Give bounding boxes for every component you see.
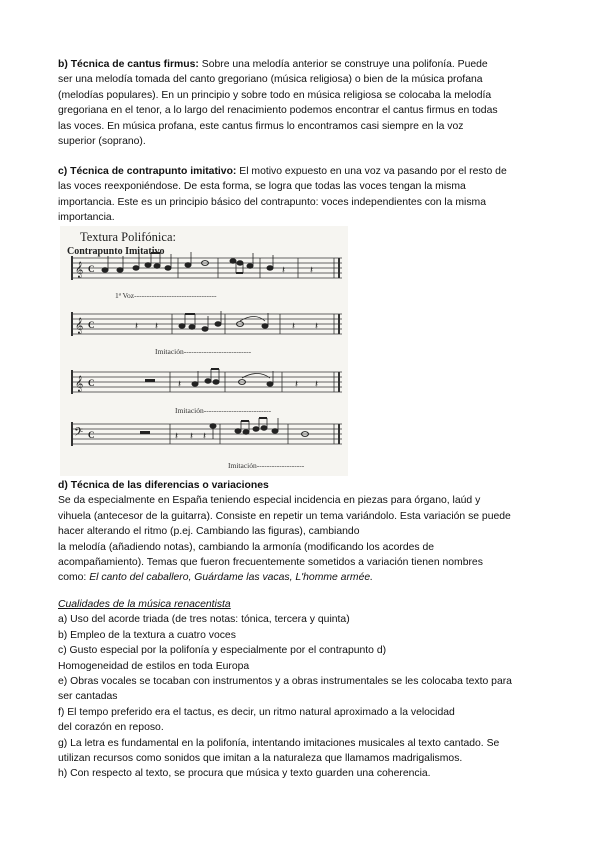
section-cantus-firmus (58, 57, 548, 149)
voice-2-label: Imitación--------------------------- (155, 347, 252, 356)
cualidad-item: f) El tempo preferido era el tactus, es decir, un ritmo natural aproximado a la velocidad (58, 706, 455, 718)
svg-text:𝄽: 𝄽 (178, 379, 182, 390)
section-b-line: gregoriana en el tenor, a lo largo del renacimiento podemos encontrar el cantus firmus en todas (58, 105, 498, 117)
staff-1 (72, 256, 342, 280)
section-b-line: las voces. En música profana, este cantus firmus lo encontramos casi siempre en la voz (58, 120, 464, 132)
time-signature: C (88, 264, 95, 274)
voice-4-label: Imitación------------------- (228, 461, 305, 470)
cualidad-item: e) Obras vocales se tocaban con instrumentos y a obras instrumentales se les colocaba texto para (58, 676, 512, 688)
section-c-heading: c) Técnica de contrapunto imitativo: (58, 166, 237, 177)
section-b-line: superior (soprano). (58, 136, 146, 148)
cualidad-item: utilizan recursos como sonidos que imitan a la naturaleza que llamamos madrigalismos. (58, 753, 463, 765)
svg-text:𝄽: 𝄽 (282, 265, 286, 276)
cualidad-item: g) La letra es fundamental en la polifonía, intentando imitaciones musicales al texto cantado. Se (58, 737, 500, 749)
staff-4-notes (74, 418, 309, 442)
svg-text:𝄞: 𝄞 (75, 376, 84, 392)
svg-text:𝄽: 𝄽 (155, 321, 159, 332)
svg-text:𝄞: 𝄞 (75, 262, 84, 278)
section-b-line: ser una melodía tomada del canto gregoriano (música religiosa) o bien de la música profana (58, 74, 483, 86)
svg-text:𝄽: 𝄽 (315, 321, 319, 332)
section-cualidades (58, 597, 548, 782)
cualidad-item: b) Empleo de la textura a cuatro voces (58, 629, 236, 641)
svg-text:𝄽: 𝄽 (310, 265, 314, 276)
section-c-line: importancia. (58, 212, 115, 224)
section-d-last-prefix: como: (58, 572, 90, 584)
section-c-line: El motivo expuesto en una voz va pasando por el resto de (236, 166, 507, 177)
svg-text:𝄽: 𝄽 (292, 321, 296, 332)
cualidad-item: del corazón en reposo. (58, 722, 164, 734)
section-c-line: las voces reexponiéndose. De esta forma, se logra que todas las voces tengan la misma (58, 181, 466, 193)
voice-1-label: 1ª Voz--------------------------------- (115, 291, 217, 300)
section-d-line: vihuela (antecesor de la guitarra). Consiste en repetir un tema variándolo. Esta variación se puede (58, 510, 511, 522)
cualidades-title: Cualidades de la música renacentista (58, 599, 231, 610)
svg-text:C: C (88, 430, 95, 440)
svg-text:𝄢: 𝄢 (74, 426, 84, 442)
section-d-examples: El canto del caballero, Guárdame las vacas, L'homme armée. (89, 572, 374, 584)
cualidad-item: h) Con respecto al texto, se procura que música y texto guarden una coherencia. (58, 768, 431, 780)
staff-2 (72, 312, 342, 336)
section-b-line: Sobre una melodía anterior se construye una polifonía. Puede (198, 59, 488, 70)
section-variaciones (58, 478, 548, 586)
section-c-line: importancia. Este es un principio básico del contrapunto: voces independientes con la misma (58, 196, 486, 208)
svg-text:𝄽: 𝄽 (135, 321, 139, 332)
section-d-line: acompañamiento). Temas que fueron frecuentemente sometidos a variación tienen nombres (58, 557, 483, 569)
section-d-heading: d) Técnica de las diferencias o variaciones (58, 480, 269, 491)
svg-text:𝄽: 𝄽 (190, 431, 194, 442)
score-image (60, 226, 348, 476)
section-d-line: la melodía (añadiendo notas), cambiando la armonía (modificando los acordes de (58, 541, 435, 553)
section-d-line: Se da especialmente en España teniendo especial incidencia en piezas para órgano, laúd y (58, 495, 481, 507)
score-title: Textura Polifónica: (80, 230, 176, 244)
svg-text:𝄽: 𝄽 (203, 431, 207, 442)
cualidad-item: ser cantadas (58, 691, 118, 703)
svg-text:C: C (88, 320, 95, 330)
section-d-line: hacer alterando el ritmo (p.ej. Cambiando las figuras), cambiando (58, 526, 360, 538)
section-b-line: (melodías populares). En un principio y sobre todo en música religiosa se colocaba la melodía (58, 89, 492, 101)
cualidad-item: c) Gusto especial por la polifonía y especialmente por el contrapunto d) (58, 645, 387, 657)
svg-text:𝄽: 𝄽 (295, 379, 299, 390)
staff-2-notes (75, 311, 318, 334)
cualidad-item: Homogeneidad de estilos en toda Europa (58, 660, 250, 672)
svg-text:𝄽: 𝄽 (175, 431, 179, 442)
voice-3-label: Imitación--------------------------- (175, 406, 272, 415)
section-contrapunto (58, 164, 548, 226)
cualidad-item: a) Uso del acorde triada (de tres notas: tónica, tercera y quinta) (58, 614, 350, 626)
score-subtitle: Contrapunto Imitativo (67, 246, 165, 257)
svg-text:𝄽: 𝄽 (315, 379, 319, 390)
svg-text:𝄞: 𝄞 (75, 318, 84, 334)
section-b-heading: b) Técnica de cantus firmus: (58, 59, 199, 70)
svg-text:C: C (88, 378, 95, 388)
